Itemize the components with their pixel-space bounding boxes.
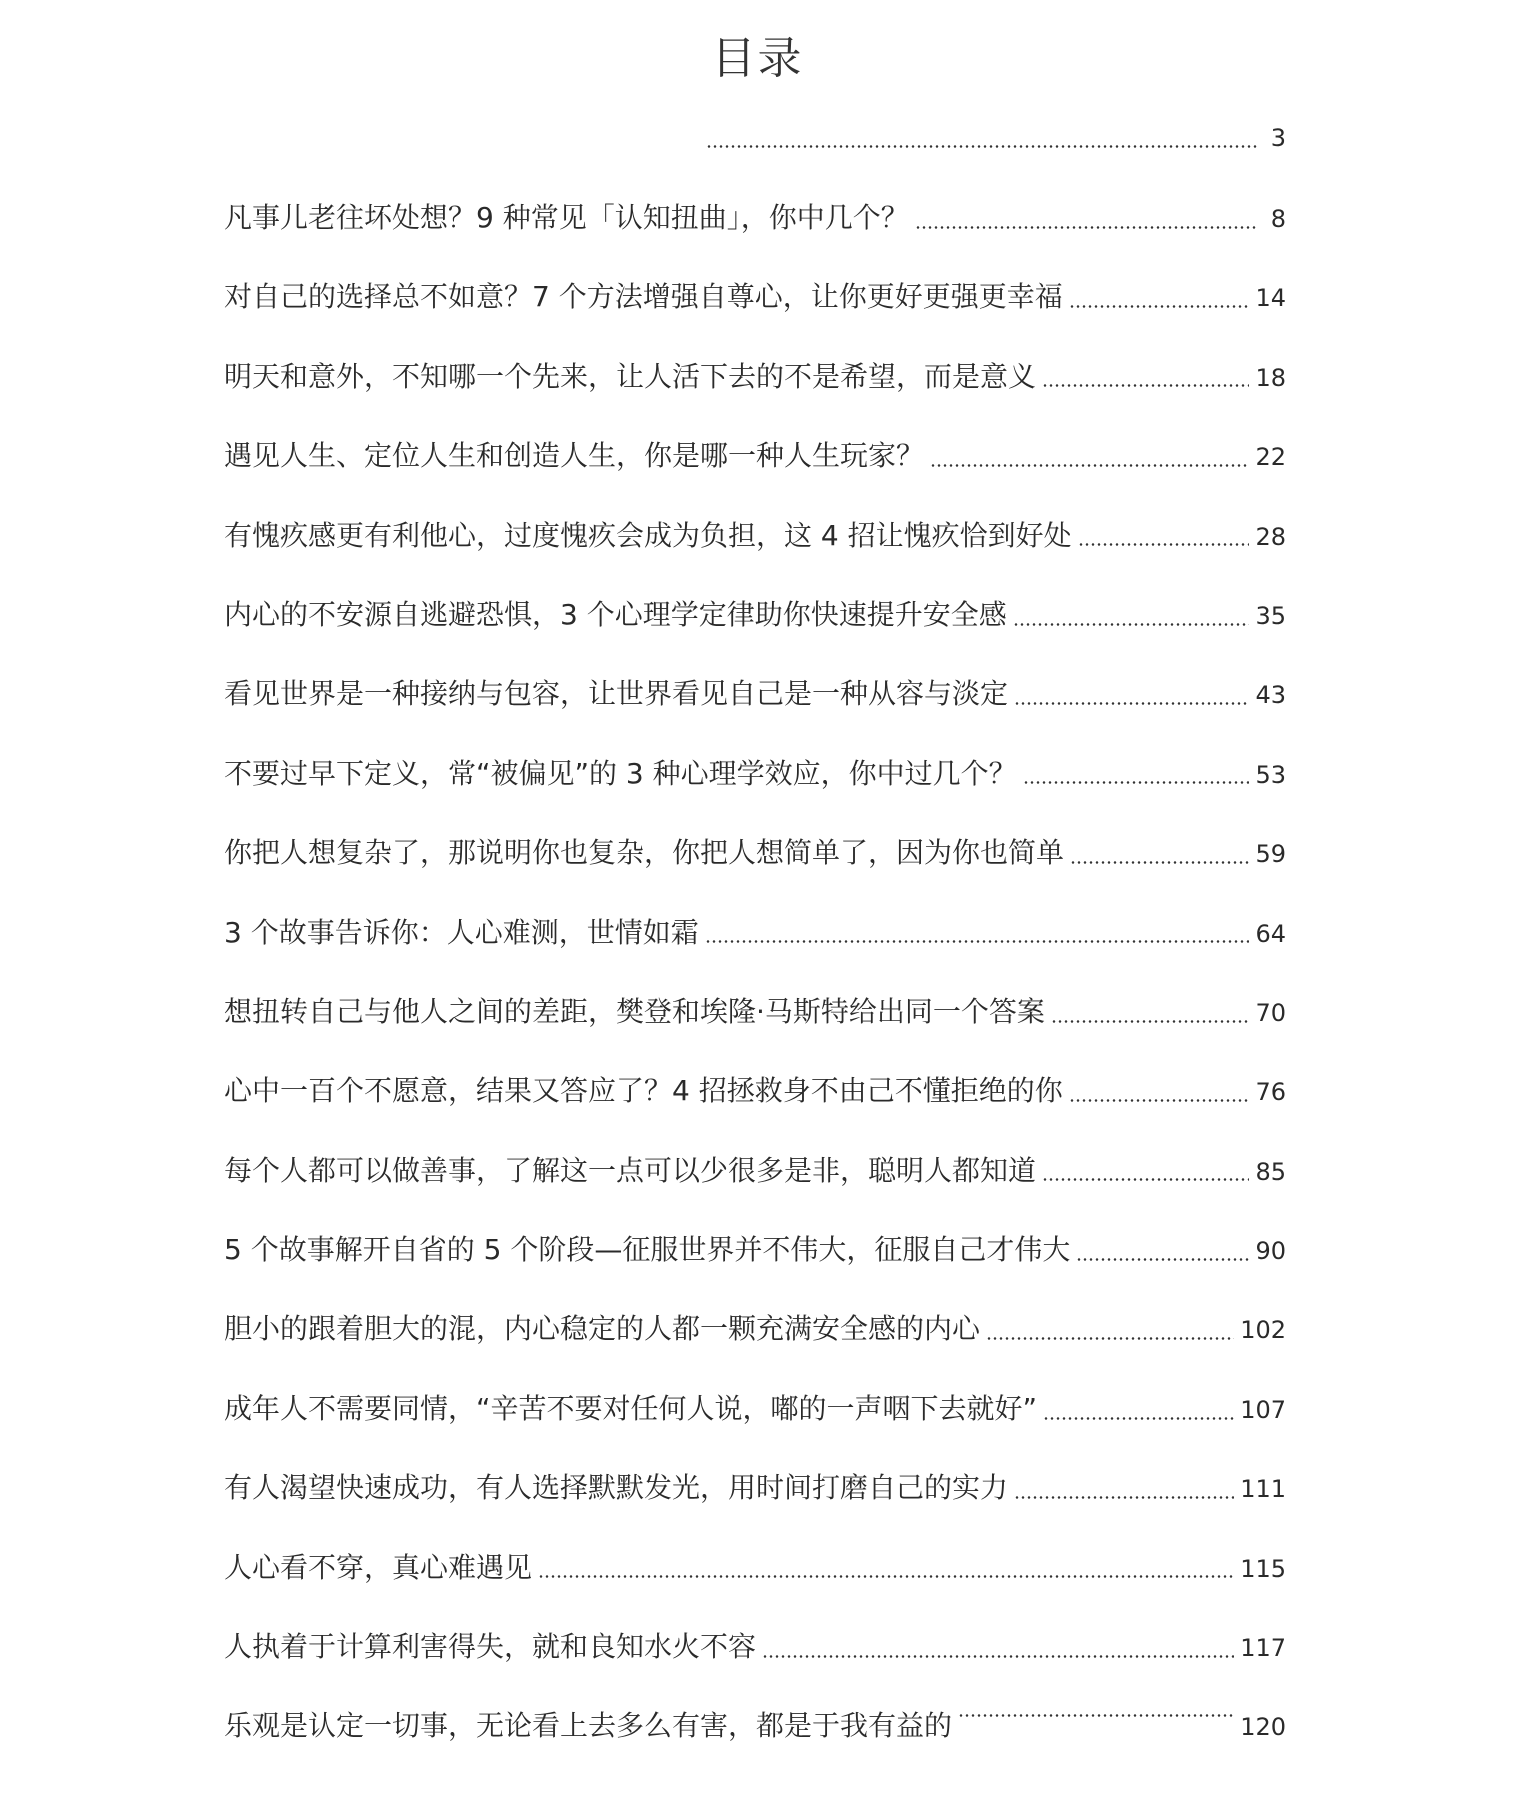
toc-entry-page-number: 22 [1255,443,1286,472]
toc-entry[interactable] [224,972,1286,1051]
toc-dot-leader [1023,781,1250,785]
toc-entry-page-number: 120 [1240,1713,1286,1742]
toc-entry[interactable] [224,1210,1286,1289]
toc-entry[interactable] [224,654,1286,733]
toc-dot-leader [930,464,1249,468]
toc-entry-title: 胆小的跟着胆大的混，内心稳定的人都一颗充满安全感的内心 [224,1312,981,1346]
toc-entry-page-number: 90 [1255,1237,1286,1266]
toc-dot-leader [1078,543,1250,547]
toc-entry[interactable] [224,734,1286,813]
toc-entry-title: 人心看不穿，真心难遇见 [224,1550,533,1584]
toc-dot-leader [1069,1099,1250,1103]
toc-entry[interactable] [224,416,1286,495]
toc-entry-page-number: 64 [1255,919,1286,948]
toc-entry-page-number: 53 [1255,760,1286,789]
toc-dot-leader [958,1714,1234,1718]
toc-dot-leader [1042,1178,1249,1182]
toc-entry-title: 乐观是认定一切事，无论看上去多么有害，都是于我有益的 [224,1709,953,1743]
toc-entry[interactable] [224,1369,1286,1448]
toc-dot-leader [538,1575,1234,1579]
toc-entry-title: 有愧疚感更有利他心，过度愧疚会成为负担，这 4 招让愧疚恰到好处 [224,518,1072,552]
toc-dot-leader [1014,1496,1234,1500]
toc-dot-leader [706,145,1258,149]
toc-entry[interactable] [224,1051,1286,1130]
toc-entry-page-number: 70 [1255,998,1286,1027]
toc-entry-title: 明天和意外，不知哪一个先来，让人活下去的不是希望，而是意义 [224,359,1037,393]
toc-entry[interactable] [224,1289,1286,1368]
toc-entry-title: 心中一百个不愿意，结果又答应了？4 招拯救身不由己不懂拒绝的你 [224,1074,1063,1108]
toc-entry-page-number: 85 [1255,1157,1286,1186]
toc-entry[interactable] [224,337,1286,416]
toc-dot-leader [1069,305,1250,309]
toc-entry-page-number: 111 [1240,1475,1286,1504]
toc-dot-leader [986,1337,1234,1341]
toc-entry-title: 人执着于计算利害得失，就和良知水火不容 [224,1630,757,1664]
toc-dot-leader [1076,1258,1249,1262]
toc-entry-title: 每个人都可以做善事，了解这一点可以少很多是非，聪明人都知道 [224,1153,1037,1187]
toc-dot-leader [1051,1020,1250,1024]
toc-entry[interactable] [224,893,1286,972]
toc-entry-page-number: 117 [1240,1634,1286,1663]
toc-entry-page-number: 35 [1255,601,1286,630]
toc-entry-title: 看见世界是一种接纳与包容，让世界看见自己是一种从容与淡定 [224,677,1009,711]
toc-dot-leader [915,226,1258,230]
toc-list [224,116,1286,1743]
toc-entry-page-number: 18 [1255,363,1286,392]
toc-entry[interactable] [224,257,1286,336]
toc-entry-page-number: 115 [1240,1554,1286,1583]
page-title: 目录 [711,33,804,84]
toc-entry-page-number: 8 [1270,205,1286,233]
toc-entry-title: 成年人不需要同情，“辛苦不要对任何人说，嘟的一声咽下去就好” [224,1391,1038,1425]
toc-entry[interactable] [224,496,1286,575]
toc-entry[interactable] [224,178,1286,257]
toc-entry-page-number: 76 [1255,1078,1286,1107]
toc-entry-page-number: 28 [1255,522,1286,551]
toc-entry-page-number: 3 [1270,124,1286,152]
toc-entry[interactable] [224,575,1286,654]
toc-entry-page-number: 59 [1255,840,1286,869]
toc-dot-leader [1042,384,1249,388]
toc-entry-title: 5 个故事解开自省的 5 个阶段—征服世界并不伟大，征服自己才伟大 [224,1233,1071,1267]
toc-dot-leader [705,940,1250,944]
toc-entry[interactable] [224,1686,1286,1743]
toc-entry[interactable] [224,813,1286,892]
toc-entry-title: 凡事儿老往坏处想？9 种常见「认知扭曲」，你中几个？ [224,201,909,234]
toc-dot-leader [1070,861,1249,865]
toc-entry-page-number: 102 [1240,1316,1286,1345]
toc-entry-title: 对自己的选择总不如意？7 个方法增强自尊心，让你更好更强更幸福 [224,280,1063,314]
toc-entry-page-number: 107 [1240,1395,1286,1424]
toc-entry-title: 想扭转自己与他人之间的差距，樊登和埃隆·马斯特给出同一个答案 [224,994,1045,1028]
toc-dot-leader [1014,702,1249,706]
toc-entry-page-number: 43 [1255,681,1286,710]
toc-entry[interactable] [224,1448,1286,1527]
toc-entry[interactable] [224,116,1286,178]
toc-entry-title: 有人渴望快速成功，有人选择默默发光，用时间打磨自己的实力 [224,1471,1009,1505]
toc-entry[interactable] [224,1131,1286,1210]
toc-entry[interactable] [224,1528,1286,1607]
toc-entry-title: 遇见人生、定位人生和创造人生，你是哪一种人生玩家？ [224,439,925,473]
toc-entry-title: 不要过早下定义，常“被偏见”的 3 种心理学效应，你中过几个？ [224,756,1017,790]
toc-entry-page-number: 14 [1255,284,1286,313]
toc-entry-title: 你把人想复杂了，那说明你也复杂，你把人想简单了，因为你也简单 [224,836,1065,870]
toc-entry-title: 3 个故事告诉你：人心难测，世情如霜 [224,915,699,949]
toc-entry-title: 内心的不安源自逃避恐惧，3 个心理学定律助你快速提升安全感 [224,597,1007,631]
toc-entry[interactable] [224,1607,1286,1686]
toc-dot-leader [1043,1417,1234,1421]
toc-dot-leader [1013,623,1250,627]
toc-dot-leader [762,1655,1234,1659]
